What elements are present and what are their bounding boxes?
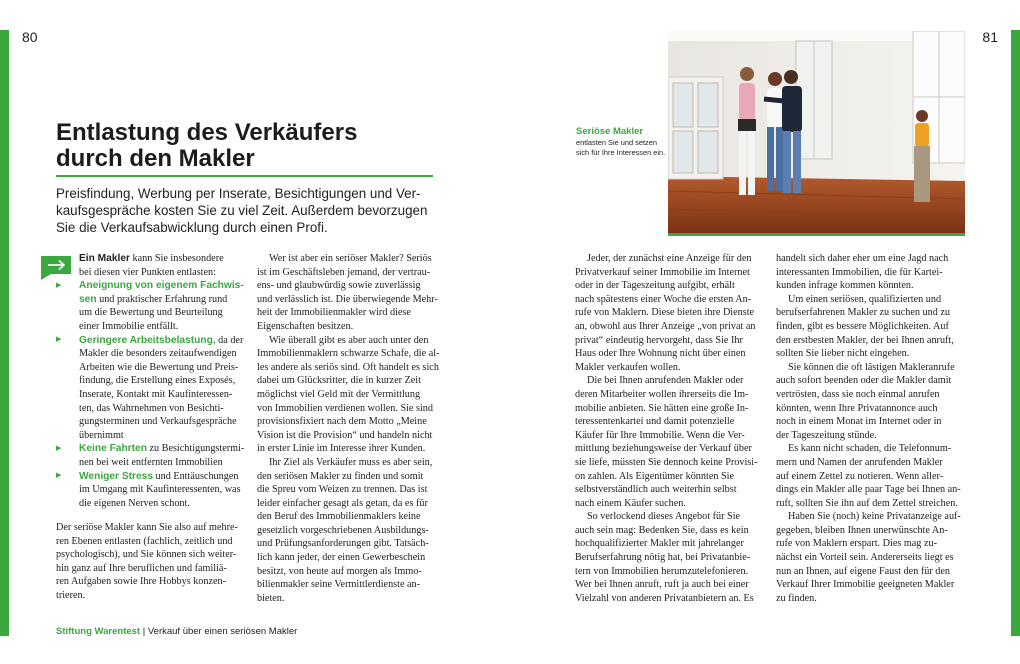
text-line: zu finden. bbox=[776, 592, 817, 604]
text-line: dabei um Glücksritter, die in kurzer Zeit bbox=[257, 375, 421, 387]
bullet-title bbox=[79, 279, 244, 293]
text-line: auf einem Zettel zu notieren. Wenn aller- bbox=[776, 470, 944, 482]
text-line: leider einfacher gesagt als getan, da es für bbox=[257, 497, 428, 509]
text-line: Jeder, der zunächst eine Anzeige für den bbox=[587, 253, 752, 264]
text-line: Um einen seriösen, qualifizierten und bbox=[788, 293, 942, 305]
intro-text bbox=[56, 185, 431, 236]
intro-line: Sie die Verkaufsabwicklung durch einen Profi. bbox=[56, 220, 328, 235]
text-line: von Immobilien verdienen wollen. Sie sind bbox=[257, 402, 433, 414]
text-line: den erstbesten Makler, der bei Ihnen anruft, bbox=[776, 334, 954, 346]
bullet-title bbox=[79, 470, 244, 484]
text-line: besitzt, von heute auf morgen als Immo- bbox=[257, 565, 422, 577]
text-line: Berufserfahrung nötig hat, bei Privatanbie- bbox=[575, 552, 751, 564]
text-line: berufserfahrenen Makler zu suchen und zu bbox=[776, 307, 950, 319]
text-line: mittlung beziehungsweise der Verkauf über bbox=[575, 443, 752, 455]
text-line: hin ganz auf Ihre beruflichen und familiä- bbox=[56, 562, 227, 574]
text-line: Ihr Ziel als Verkäufer muss es aber sein, bbox=[269, 456, 433, 468]
column-4-text bbox=[776, 252, 966, 605]
text-line: les andere als seriös sind. Oft handelt es sich bbox=[257, 361, 439, 373]
text-line: im Umgang mit Kaufinteressenten, was bbox=[79, 484, 241, 496]
text-line: ens- und glaubwürdig sowie zuverlässig bbox=[257, 280, 421, 292]
text-line: sollten Sie lieber nicht eingehen. bbox=[776, 348, 910, 360]
text-line: hochqualifizierter Makler mit jahrelanger bbox=[575, 538, 744, 550]
text-line: gegeben, bleiben Ihnen unerwünschte An- bbox=[776, 524, 948, 536]
intro-line: Preisfindung, Werbung per Inserate, Besichtigungen und Ver- bbox=[56, 186, 421, 201]
text-line: um die Bewertung und Beurteilung bbox=[79, 307, 223, 319]
text-line: Es kann nicht schaden, die Telefonnum- bbox=[788, 443, 952, 455]
text-line: findung, die Erstellung eines Exposés, bbox=[79, 375, 236, 387]
text-line: und verlässlich ist. Die überwiegende Mehr- bbox=[257, 293, 438, 305]
column-3-text bbox=[575, 252, 765, 605]
right-edge-bar bbox=[1011, 30, 1020, 636]
bullet-title-green: sen bbox=[79, 293, 97, 305]
title-line: Entlastung des Verkäufers bbox=[56, 119, 358, 146]
column-1-paragraph bbox=[56, 521, 246, 603]
text-line: vertrösten, dass sie noch einmal anrufen bbox=[776, 388, 940, 400]
left-edge-bar bbox=[0, 30, 9, 636]
caption-title: Seriöse Makler bbox=[576, 126, 644, 137]
text-line: teressentenkartei und damit potenzielle bbox=[575, 416, 735, 428]
arrow-right-icon bbox=[41, 256, 71, 274]
text-line: handelt sich daher eher um eine Jagd nach bbox=[776, 253, 949, 264]
text-line: Sie können die oft lästigen Makleranrufe bbox=[788, 361, 955, 373]
text-line: trieren. bbox=[56, 589, 86, 601]
photo-underline bbox=[668, 233, 965, 236]
text-line: heit der Immobilienmakler wird diese bbox=[257, 307, 411, 319]
text-line: an, obwohl aus Ihrer Anzeige „von privat an bbox=[575, 320, 756, 332]
text-line: sie liefe, müssten Sie dennoch keine Provisi- bbox=[575, 456, 758, 468]
text-line: nächst ein Vorteil sein. Andererseits liegt es bbox=[776, 552, 954, 564]
text-line: tern von Immobilien herumzutelefonieren. bbox=[575, 565, 749, 577]
text-line: Arbeiten wie die Bewertung und Preis- bbox=[79, 361, 239, 373]
text-line: provisionsfixiert nach dem Motto „Meine bbox=[257, 416, 427, 428]
text-line: Eigenschaften besitzen. bbox=[257, 320, 354, 332]
text-line: noch in einem Monat im Internet oder in bbox=[776, 416, 942, 428]
text-line: bilienmakler seine Vermittlerdienste an- bbox=[257, 579, 421, 591]
text-line bbox=[79, 293, 244, 307]
text-line: einer Immobilie entfällt. bbox=[79, 320, 179, 332]
text-line: interessanten Immobilien, die für Kartei- bbox=[776, 266, 943, 278]
text-line: Makler verkaufen wollen. bbox=[575, 361, 681, 373]
text-line: Immobilienmaklern schwarze Schafe, die al- bbox=[257, 348, 440, 360]
text-line: ruft, sollten Sie ihn auf dem Zettel streichen. bbox=[776, 497, 958, 509]
intro-line: kaufsgespräche kosten Sie zu viel Zeit. Außerdem bevorzugen bbox=[56, 203, 428, 218]
caption-line: entlasten Sie und setzen bbox=[576, 138, 657, 147]
text-line: nen bei weit entfernten Immobilien bbox=[79, 456, 223, 468]
text-line: übernimmt bbox=[79, 429, 124, 441]
text-line: ist im Geschäftsleben jemand, der vertrau- bbox=[257, 266, 431, 278]
text-line: lich kann jeder, der einen Gewerbeschein bbox=[257, 552, 426, 564]
lead-bold: Ein Makler bbox=[79, 253, 130, 264]
text-line: die eigenen Nerven schont. bbox=[79, 497, 190, 509]
text-line: möglichst viel Geld mit der Vermittlung bbox=[257, 388, 421, 400]
text-line: ren Aufgaben sowie Ihre Hobbys konzen- bbox=[56, 576, 227, 588]
text-line: on zahlen. Als Eigentümer könnten Sie bbox=[575, 470, 735, 482]
text-line: nach spätestens einer Woche die ersten An- bbox=[575, 293, 752, 305]
text-rest: und Enttäuschungen bbox=[152, 470, 239, 482]
text-line: selbstverständlich auch weiterhin selbst bbox=[575, 484, 737, 496]
text-line: Inserate, Kontakt mit Kaufinteressen- bbox=[79, 388, 233, 400]
title-line: durch den Makler bbox=[56, 145, 255, 172]
text-line: nun an Ihnen, auf eigene Faust den für den bbox=[776, 565, 950, 577]
note-tab-tail bbox=[41, 274, 51, 280]
text-line: und Prüfungsanforderungen gibt. Tatsäch- bbox=[257, 538, 429, 550]
text-line: mobilie anbieten. Sie hätten eine große In- bbox=[575, 402, 749, 414]
text-line: rufe von Maklern erspart. Dies mag zu- bbox=[776, 538, 937, 550]
column-2-text bbox=[257, 252, 447, 605]
text-line: in erster Linie im Interesse ihrer Kunden. bbox=[257, 443, 426, 455]
text-line: Wer bei Ihnen anruft, ruft ja auch bei einer bbox=[575, 579, 749, 591]
text-line: Vielzahl von anderen Privatanbietern an. Es bbox=[575, 592, 754, 604]
text-line: Vision ist die Provision“ und handeln nicht bbox=[257, 429, 433, 441]
text-line: bei diesen vier Punkten entlasten: bbox=[79, 266, 216, 278]
text-line: Haben Sie (noch) keine Privatanzeige auf- bbox=[788, 511, 961, 523]
footer-title: Verkauf über einen seriösen Makler bbox=[147, 626, 298, 637]
text-line: Verkauf Ihrer Immobilie geeigneten Makler bbox=[776, 579, 955, 591]
room-photo bbox=[668, 31, 965, 234]
triangle-bullet-icon: ▶ bbox=[56, 335, 62, 343]
bullet-title-green: Keine Fahrten bbox=[79, 443, 147, 455]
text-line: Käufer für Ihre Immobilie. Wenn die Ver- bbox=[575, 429, 745, 441]
text-line: den Beruf des Immobilienmaklers keine bbox=[257, 511, 421, 523]
text-line: ten, das Wahrnehmen von Besichti- bbox=[79, 402, 224, 414]
text-line: Die bei Ihnen anrufenden Makler oder bbox=[587, 375, 744, 387]
text-line: oder in der Tageszeitung aufgibt, erhält bbox=[575, 280, 735, 292]
title-divider bbox=[56, 175, 433, 177]
text-line: deren Mitarbeiter wollen ihrerseits die Im- bbox=[575, 388, 749, 400]
text-line: auch sein mag: Bedenken Sie, dass es kein bbox=[575, 524, 749, 536]
text-line: der Tageszeitung stünde. bbox=[776, 429, 877, 441]
page-footer bbox=[56, 626, 297, 637]
text-line: könnten, wenn Ihre Privatannonce auch bbox=[776, 402, 938, 414]
text-line: dings ein Makler alle paar Tage bei Ihnen an- bbox=[776, 484, 961, 496]
lead-rest: kann Sie insbesondere bbox=[129, 253, 224, 264]
footer-separator: | bbox=[140, 626, 148, 637]
text-line: Wie überall gibt es aber auch unter den bbox=[269, 334, 429, 346]
page-title bbox=[56, 120, 416, 172]
page-number-right: 81 bbox=[982, 29, 998, 45]
bullet-title-green: Geringere Arbeitsbelastung, bbox=[79, 334, 216, 346]
triangle-bullet-icon: ▶ bbox=[56, 471, 62, 479]
person-child bbox=[914, 110, 930, 202]
text-line: mern und Namen der anrufenden Makler bbox=[776, 456, 943, 468]
text-rest: und praktischer Erfahrung rund bbox=[96, 293, 228, 305]
text-rest: zu Besichtigungstermi- bbox=[146, 443, 245, 455]
text-line: bieten. bbox=[257, 592, 285, 604]
bullet-title-green: Aneignung von eigenem Fachwis- bbox=[79, 280, 244, 292]
bullet-title bbox=[79, 334, 244, 348]
text-line: Makler die besonders zeitaufwendigen bbox=[79, 348, 237, 360]
text-line: den seriösen Makler zu finden und somit bbox=[257, 470, 424, 482]
text-line: privat“ eindeutig hervorgeht, dass Sie Ihr bbox=[575, 334, 743, 346]
text-line: Haus oder Ihre Wohnung nicht über einen bbox=[575, 348, 746, 360]
text-line: ren Ebenen entlasten (fachlich, zeitlich und bbox=[56, 535, 233, 547]
page-number-left: 80 bbox=[22, 29, 38, 45]
text-line: nach einem Käufer suchen. bbox=[575, 497, 686, 509]
text-line: psychologisch), und Sie können sich weiter- bbox=[56, 549, 237, 561]
bullet-title bbox=[79, 442, 244, 456]
bullet-title-green: Weniger Stress bbox=[79, 470, 153, 482]
text-line: Privatverkauf seiner Immobilie im Internet bbox=[575, 266, 750, 278]
text-line: So verlockend dieses Angebot für Sie bbox=[587, 511, 741, 523]
triangle-bullet-icon: ▶ bbox=[56, 281, 62, 289]
text-line: rufe von Maklern. Diese bieten ihre Dienste bbox=[575, 307, 755, 319]
text-line: auch sofort beenden oder die Makler damit bbox=[776, 375, 952, 387]
text-line: Der seriöse Makler kann Sie also auf mehre- bbox=[56, 522, 238, 533]
text-line: finden, gibt es bessere Möglichkeiten. Auf bbox=[776, 320, 949, 332]
caption-line: sich für Ihre Interessen ein. bbox=[576, 148, 666, 157]
text-line: gungsterminen und Verkaufsgespräche bbox=[79, 416, 237, 428]
text-line: die Spreu vom Weizen zu trennen. Das ist bbox=[257, 484, 428, 496]
text-rest: da der bbox=[215, 334, 244, 346]
text-line: kunden infrage kommen könnten. bbox=[776, 280, 914, 292]
footer-brand: Stiftung Warentest bbox=[56, 626, 141, 637]
text-line: gesetzlich vorgeschriebenen Ausbildungs- bbox=[257, 524, 429, 536]
triangle-bullet-icon: ▶ bbox=[56, 444, 62, 452]
column-1-list bbox=[79, 252, 244, 510]
text-line: Wer ist aber ein seriöser Makler? Seriös bbox=[269, 253, 432, 264]
list-intro bbox=[79, 252, 244, 266]
